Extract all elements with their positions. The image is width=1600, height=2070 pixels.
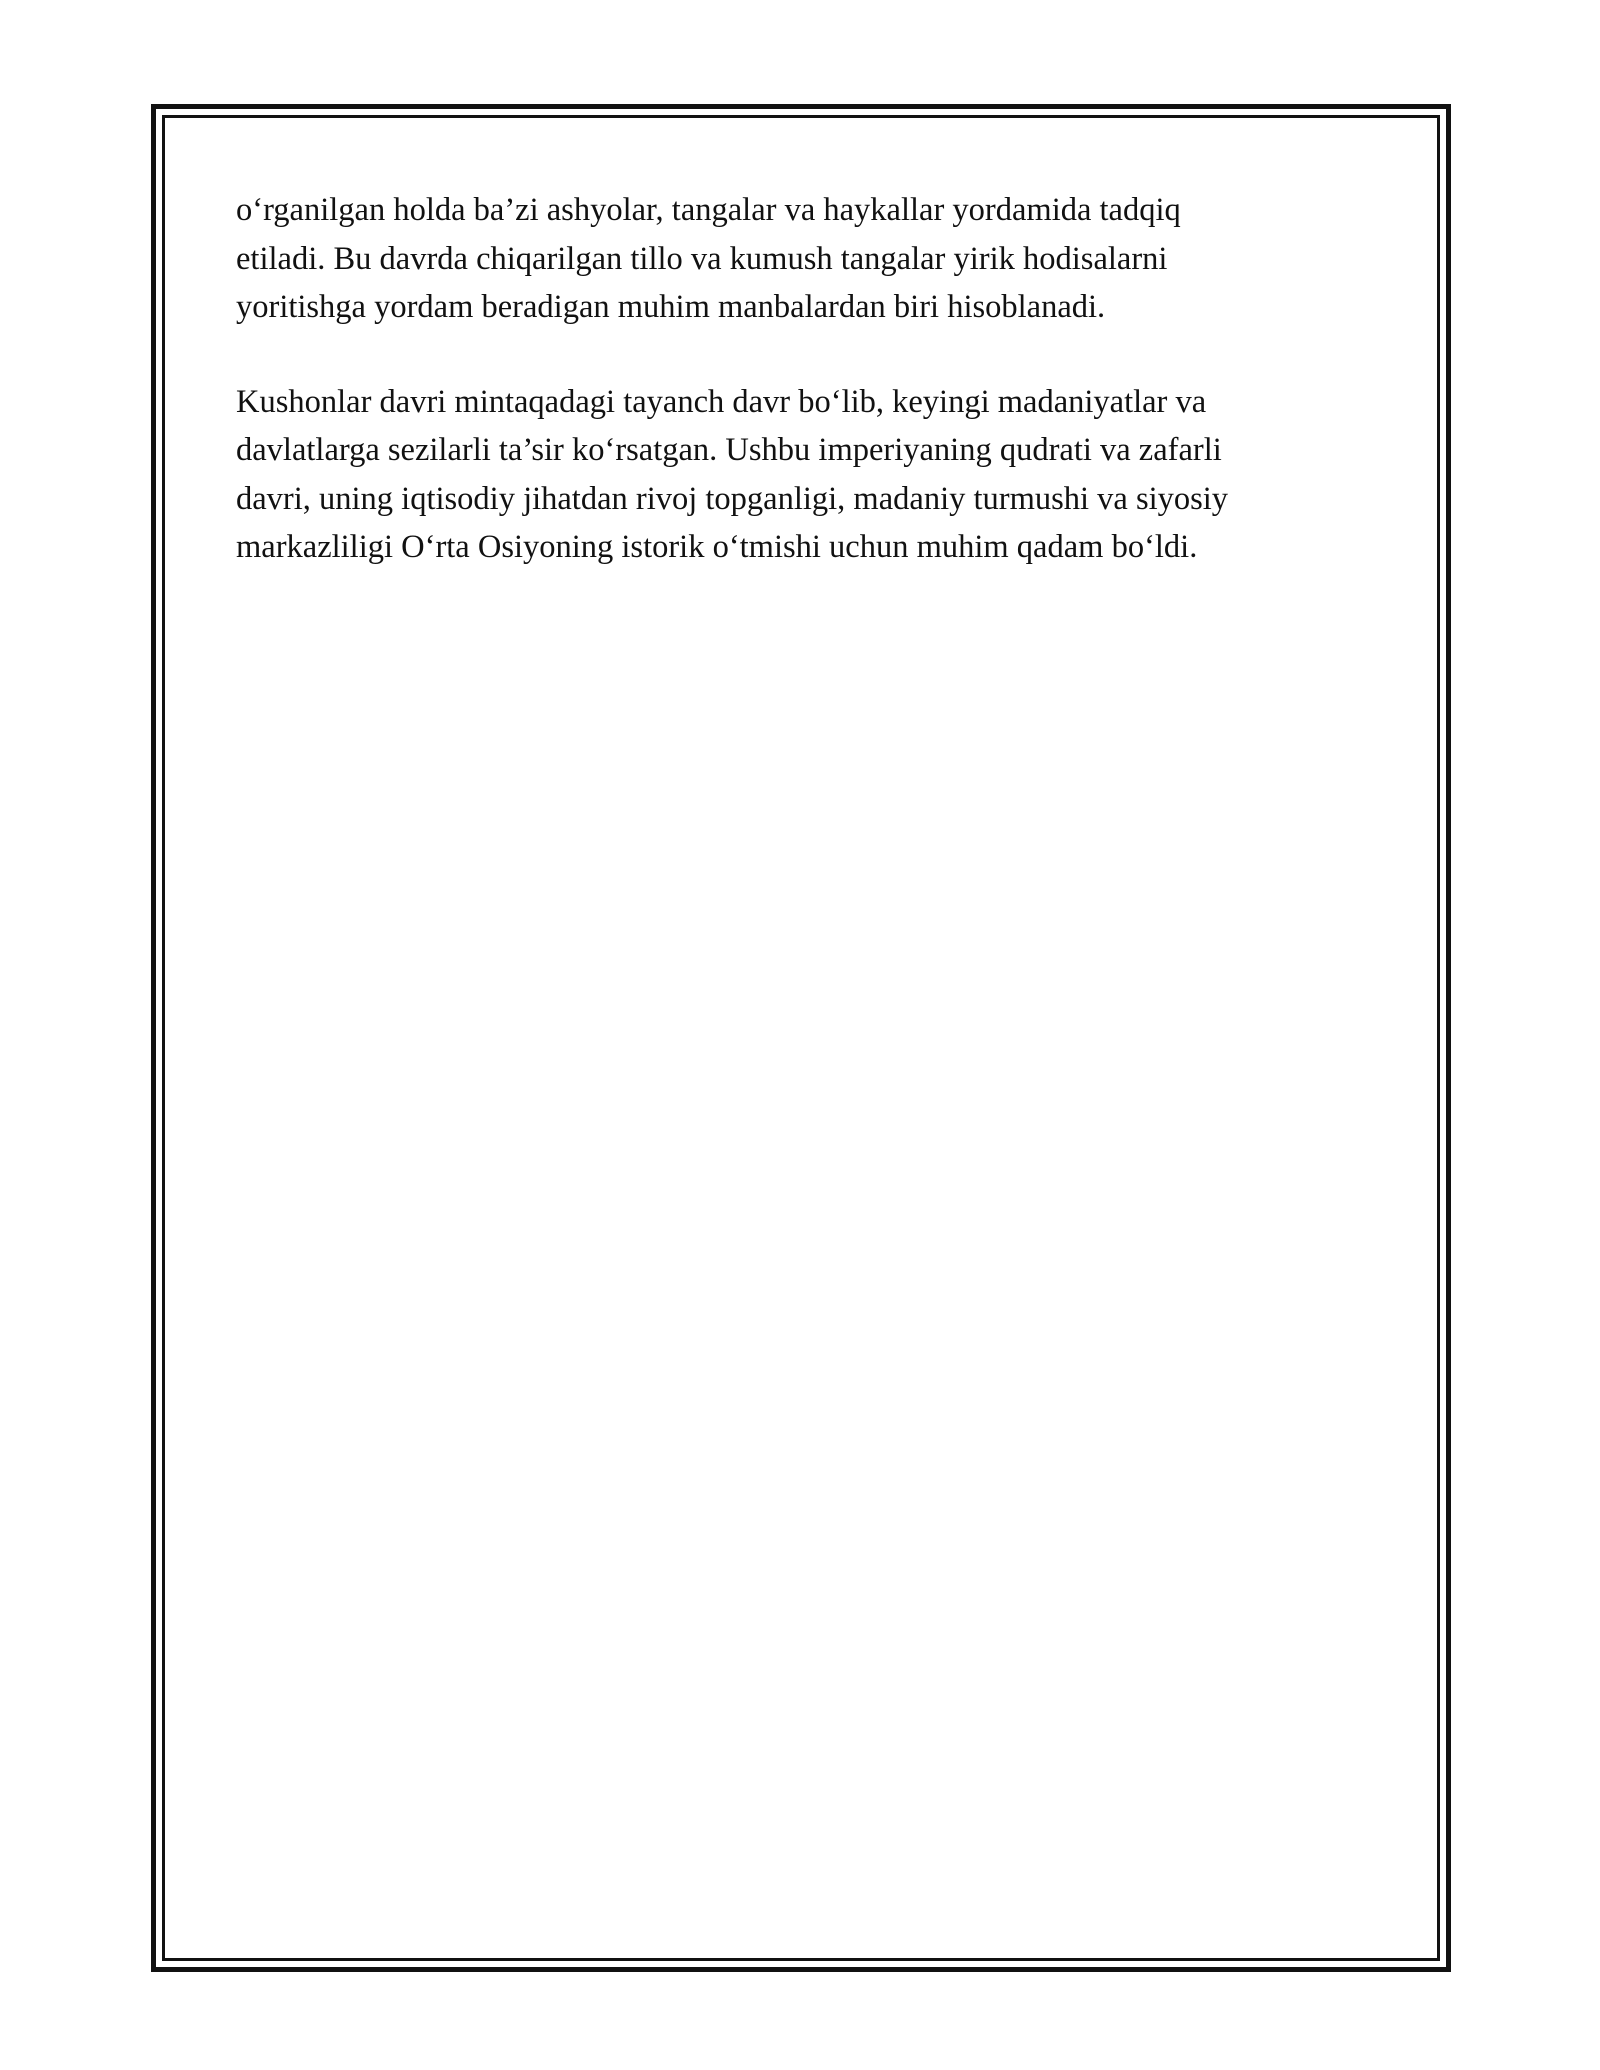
- paragraph-line: etiladi. Bu davrda chiqarilgan tillo va kumush tangalar yirik hodisalarni: [236, 240, 1168, 277]
- paragraph-2: [236, 378, 1376, 572]
- paragraph-line: davlatlarga sezilarli ta’sir ko‘rsatgan. Ushbu imperiyaning qudrati va zafarli: [236, 432, 1222, 468]
- document-body: [236, 186, 1376, 618]
- paragraph-line: yoritishga yordam beradigan muhim manbalardan biri hisoblanadi.: [236, 289, 1106, 325]
- paragraph-1: [236, 186, 1376, 332]
- paragraph-line: markazliligi O‘rta Osiyoning istorik o‘tmishi uchun muhim qadam bo‘ldi.: [236, 529, 1198, 565]
- paragraph-line: davri, uning iqtisodiy jihatdan rivoj topganligi, madaniy turmushi va siyosiy: [236, 480, 1229, 517]
- paragraph-line: o‘rganilgan holda ba’zi ashyolar, tangalar va haykallar yordamida tadqiq: [236, 192, 1181, 228]
- paragraph-line: Kushonlar davri mintaqadagi tayanch davr bo‘lib, keyingi madaniyatlar va: [236, 383, 1207, 420]
